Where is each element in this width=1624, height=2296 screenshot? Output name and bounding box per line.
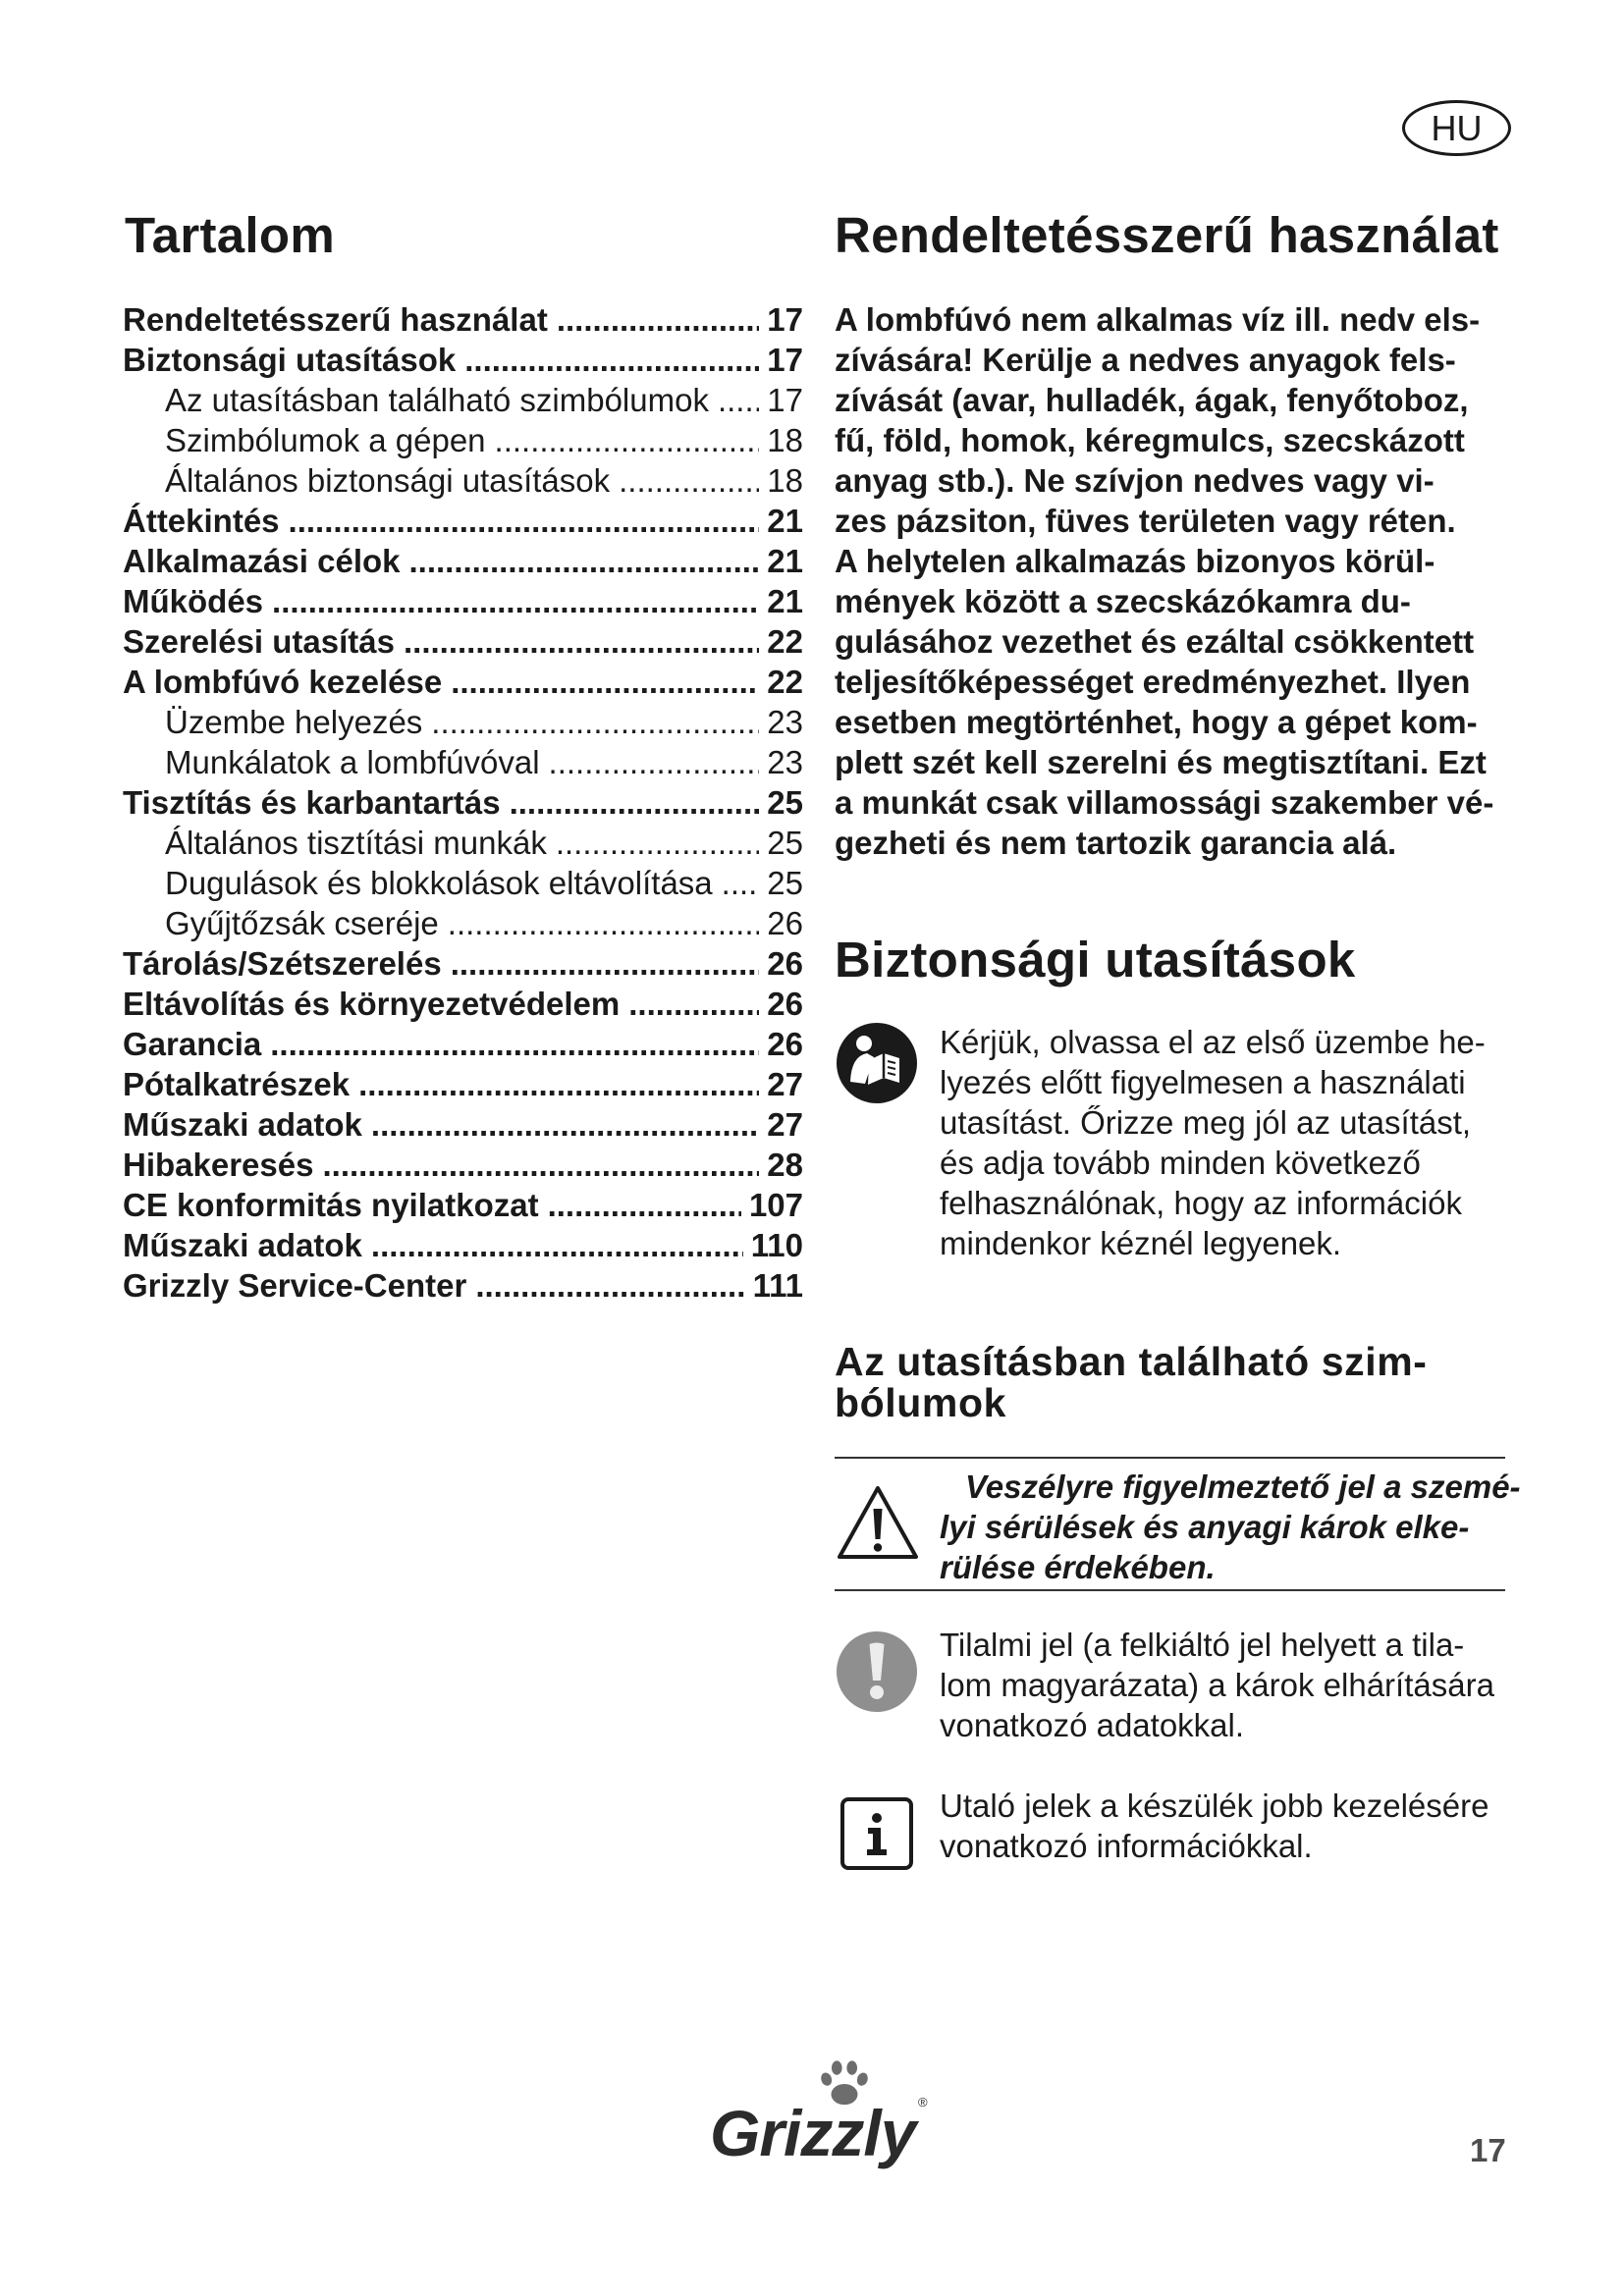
intended-use-line: zívását (avar, hulladék, ágak, fenyőtoboz, [835,382,1469,418]
intended-use-title: Rendeltetésszerű használat [835,207,1499,263]
toc-entry-label: Áttekintés [123,503,280,539]
info-icon-graphic [839,1796,914,1871]
read-notice-line: lyezés előtt figyelmesen a használati [940,1064,1466,1100]
toc-dot-leader [431,702,759,742]
toc-entry-page: 18 [767,422,803,458]
warning-triangle-icon-graphic [836,1483,920,1562]
intended-use-text [835,299,1493,863]
toc-entry-label: Szerelési utasítás [123,623,395,660]
exclamation-circle-icon-graphic [835,1629,919,1714]
logo-wordmark: Grizzly [710,2097,916,2169]
toc-entry [123,782,803,823]
toc-entry-page: 17 [767,342,803,378]
toc-entry-label: Hibakeresés [123,1147,314,1183]
toc-entry-label: Szimbólumok a gépen [165,422,486,458]
read-notice-line: mindenkor kéznél legyenek. [940,1225,1342,1261]
divider [835,1457,1505,1459]
toc-entry-page: 26 [767,986,803,1022]
intended-use-line: A helytelen alkalmazás bizonyos körül- [835,543,1435,579]
toc-entry [123,943,803,984]
info-line: vonatkozó információkkal. [940,1828,1313,1864]
toc-entry-page: 27 [767,1066,803,1102]
toc-entry-label: A lombfúvó kezelése [123,664,443,700]
toc-entry-page: 23 [767,744,803,780]
toc-entry-page: 26 [767,945,803,982]
toc-dot-leader [628,984,759,1024]
page-number: 17 [1470,2132,1506,2168]
toc-entry [123,742,803,782]
toc-dot-leader [322,1145,759,1185]
toc-entry [123,460,803,501]
intended-use-line: fű, föld, homok, kéregmulcs, szecskázott [835,422,1465,458]
toc-entry-page: 23 [767,704,803,740]
toc-dot-leader [722,863,760,903]
warning-symbol-text [940,1467,1521,1587]
toc-entry-label: Általános biztonsági utasítások [165,462,611,499]
toc-dot-leader [718,380,759,420]
toc-dot-leader [451,662,759,702]
toc-entry-page: 25 [767,825,803,861]
toc-entry-page: 17 [767,382,803,418]
intended-use-line: gulásához vezethet és ezáltal csökkentett [835,623,1475,660]
toc-dot-leader [371,1225,743,1265]
toc-entry [123,863,803,903]
read-notice-line: és adja tovább minden következő [940,1145,1421,1181]
toc-entry [123,1145,803,1185]
info-symbol-text [940,1786,1489,1866]
toc-entry-page: 21 [767,503,803,539]
prohibition-line: Tilalmi jel (a felkiáltó jel helyett a tila- [940,1627,1465,1663]
toc-entry-page: 18 [767,462,803,499]
intended-use-line: plett szét kell szerelni és megtisztítani. Ezt [835,744,1487,780]
intended-use-line: mények között a szecskázókamra du- [835,583,1411,619]
toc-entry-label: Pótalkatrészek [123,1066,351,1102]
warning-line: Veszélyre figyelmeztető jel a szemé- [965,1468,1521,1505]
toc-dot-leader [371,1104,759,1145]
toc-entry [123,621,803,662]
toc-entry-label: Műszaki adatok [123,1227,362,1263]
toc-entry-label: CE konformitás nyilatkozat [123,1187,539,1223]
toc-entry [123,541,803,581]
toc-entry [123,702,803,742]
info-line: Utaló jelek a készülék jobb kezelésére [940,1788,1489,1824]
toc-dot-leader [464,340,759,380]
prohibition-line: vonatkozó adatokkal. [940,1707,1245,1743]
toc-entry-label: Üzembe helyezés [165,704,423,740]
toc-entry-page: 25 [767,865,803,901]
symbols-heading-line: bólumok [835,1380,1007,1425]
intended-use-line: teljesítőképességet eredményezhet. Ilyen [835,664,1471,700]
registered-mark: ® [918,2095,928,2109]
toc-entry [123,1265,803,1306]
toc-entry [123,1185,803,1225]
warning-triangle-icon [836,1483,920,1562]
toc-entry-page: 25 [767,784,803,821]
toc-entry [123,581,803,621]
toc-dot-leader [448,903,760,943]
toc-title: Tartalom [125,207,335,263]
prohibition-line: lom magyarázata) a károk elhárítására [940,1667,1494,1703]
toc-dot-leader [409,541,760,581]
toc-entry-page: 110 [750,1227,803,1263]
toc-dot-leader [451,943,760,984]
intended-use-line: A lombfúvó nem alkalmas víz ill. nedv els- [835,301,1481,338]
info-icon [839,1796,914,1871]
toc-entry-label: Eltávolítás és környezetvédelem [123,986,621,1022]
intended-use-line: zívására! Kerülje a nedves anyagok fels- [835,342,1456,378]
read-notice-line: felhasználónak, hogy az információk [940,1185,1462,1221]
toc-entry-page: 27 [767,1106,803,1143]
toc-entry-label: Biztonsági utasítások [123,342,457,378]
intended-use-line: gezheti és nem tartozik garancia alá. [835,825,1397,861]
toc-dot-leader [289,501,760,541]
toc-entry-page: 26 [767,1026,803,1062]
toc-entry-page: 21 [767,543,803,579]
toc-entry-page: 111 [752,1267,803,1304]
toc-entry-label: Munkálatok a lombfúvóval [165,744,540,780]
toc-entry-page: 21 [767,583,803,619]
toc-dot-leader [270,1024,759,1064]
symbols-heading-line: Az utasításban található szim- [835,1339,1428,1384]
read-manual-icon-graphic [835,1021,919,1105]
toc-entry [123,1024,803,1064]
warning-line: rülése érdekében. [940,1549,1216,1585]
toc-entry [123,1225,803,1265]
symbols-heading [835,1341,1428,1423]
toc-entry-label: Tárolás/Szétszerelés [123,945,442,982]
toc-entry [123,299,803,340]
toc-dot-leader [619,460,759,501]
toc-entry [123,1064,803,1104]
toc-dot-leader [556,823,759,863]
toc-entry-label: Dugulások és blokkolások eltávolítása [165,865,713,901]
toc-dot-leader [404,621,759,662]
toc-entry-page: 17 [767,301,803,338]
toc-entry [123,823,803,863]
intended-use-line: a munkát csak villamossági szakember vé- [835,784,1494,821]
table-of-contents [123,299,803,1306]
toc-entry-label: Rendeltetésszerű használat [123,301,548,338]
safety-title: Biztonsági utasítások [835,932,1356,988]
toc-entry [123,903,803,943]
toc-entry-page: 26 [767,905,803,941]
toc-entry-page: 107 [748,1187,803,1223]
prohibition-symbol-text [940,1625,1494,1745]
toc-dot-leader [272,581,759,621]
toc-entry-label: Grizzly Service-Center [123,1267,467,1304]
toc-entry-page: 22 [767,623,803,660]
intended-use-line: anyag stb.). Ne szívjon nedves vagy vi- [835,462,1435,499]
toc-dot-leader [510,782,760,823]
warning-line: lyi sérülések és anyagi károk elke- [940,1509,1470,1545]
toc-entry-label: Műszaki adatok [123,1106,362,1143]
divider [835,1589,1505,1591]
toc-entry [123,380,803,420]
toc-entry [123,501,803,541]
exclamation-circle-icon [835,1629,919,1714]
read-notice-line: utasítást. Őrizze meg jól az utasítást, [940,1104,1472,1141]
toc-dot-leader [549,742,760,782]
toc-entry [123,984,803,1024]
toc-entry-page: 22 [767,664,803,700]
toc-entry-label: Az utasításban található szimbólumok [165,382,709,418]
intended-use-line: esetben megtörténhet, hogy a gépet kom- [835,704,1478,740]
intended-use-line: zes pázsiton, füves területen vagy réten. [835,503,1456,539]
read-manual-notice [940,1022,1486,1263]
toc-dot-leader [557,299,759,340]
toc-dot-leader [358,1064,759,1104]
read-notice-line: Kérjük, olvassa el az első üzembe he- [940,1024,1486,1060]
read-manual-icon [835,1021,919,1105]
toc-dot-leader [495,420,760,460]
toc-entry-label: Garancia [123,1026,262,1062]
toc-entry-label: Működés [123,583,264,619]
toc-entry [123,420,803,460]
grizzly-logo [707,2056,943,2184]
toc-entry [123,340,803,380]
toc-entry [123,662,803,702]
toc-entry [123,1104,803,1145]
toc-entry-label: Általános tisztítási munkák [165,825,547,861]
language-badge: HU [1402,100,1511,156]
toc-dot-leader [548,1185,741,1225]
toc-entry-page: 28 [767,1147,803,1183]
toc-dot-leader [475,1265,744,1306]
toc-entry-label: Tisztítás és karbantartás [123,784,501,821]
toc-entry-label: Gyűjtőzsák cseréje [165,905,439,941]
toc-entry-label: Alkalmazási célok [123,543,401,579]
